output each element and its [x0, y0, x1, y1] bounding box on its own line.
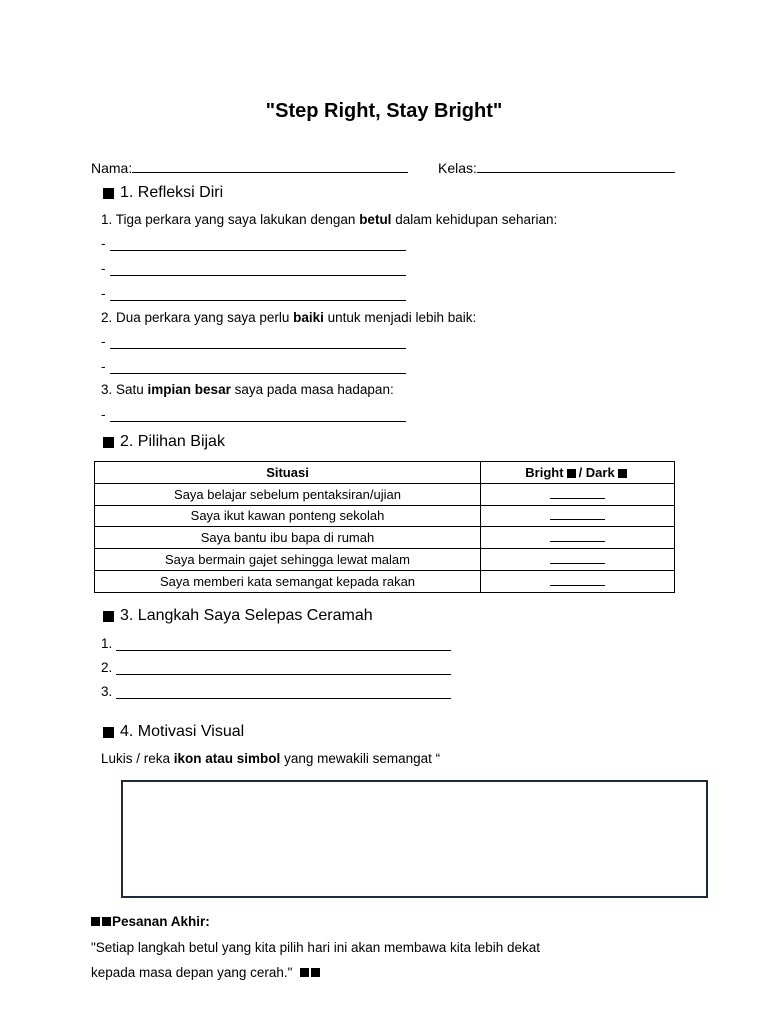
q2-text-bold: baiki	[293, 310, 324, 325]
answer-line[interactable]	[550, 508, 605, 520]
q1-text-pre: 1. Tiga perkara yang saya lakukan dengan	[101, 212, 360, 227]
situasi-cell: Saya bantu ibu bapa di rumah	[95, 527, 481, 549]
closing-quote-text: kepada masa depan yang cerah."	[91, 965, 293, 980]
answer-line[interactable]	[550, 552, 605, 564]
section3-title: 3. Langkah Saya Selepas Ceramah	[120, 607, 373, 624]
closing-label	[91, 914, 210, 929]
page-title: "Step Right, Stay Bright"	[265, 100, 503, 122]
q3-text-post: saya pada masa hadapan:	[230, 382, 394, 397]
table-row	[95, 527, 675, 549]
bright-label: Bright	[525, 464, 564, 480]
situasi-cell: Saya memberi kata semangat kepada rakan	[95, 570, 481, 592]
answer-line[interactable]	[116, 685, 451, 699]
answer-cell[interactable]	[481, 483, 675, 505]
answer-cell[interactable]	[481, 549, 675, 571]
section4-heading	[103, 723, 244, 741]
answer-line[interactable]	[550, 487, 605, 499]
square-icon	[618, 469, 627, 478]
section1-title: 1. Refleksi Diri	[120, 184, 224, 201]
instr-post: yang mewakili semangat “	[280, 751, 441, 766]
answer-line[interactable]	[550, 574, 605, 586]
nama-label: Nama:	[91, 160, 133, 176]
kelas-field[interactable]	[438, 160, 675, 176]
answer-line[interactable]	[110, 360, 406, 374]
nama-blank[interactable]	[132, 160, 408, 173]
dash: -	[101, 334, 106, 349]
answer-line[interactable]	[116, 637, 451, 651]
q2-text-pre: 2. Dua perkara yang saya perlu	[101, 310, 294, 325]
section1-q1	[101, 212, 557, 227]
dash: -	[101, 407, 106, 422]
square-bullet-icon	[103, 188, 114, 199]
q1-answer-1[interactable]	[101, 236, 406, 251]
dash: -	[101, 286, 106, 301]
answer-cell[interactable]	[481, 527, 675, 549]
square-icon	[91, 917, 100, 926]
situasi-cell: Saya bermain gajet sehingga lewat malam	[95, 549, 481, 571]
section4-title: 4. Motivasi Visual	[120, 723, 245, 740]
q2-answer-2[interactable]	[101, 359, 406, 374]
choices-table	[94, 461, 675, 593]
section1-q2	[101, 310, 476, 325]
section2-heading	[103, 433, 225, 451]
square-bullet-icon	[103, 611, 114, 622]
step-number: 2.	[101, 660, 113, 675]
square-icon	[311, 968, 320, 977]
table-row	[95, 505, 675, 527]
answer-line[interactable]	[110, 408, 406, 422]
col-bright-dark	[481, 462, 675, 484]
q1-text-bold: betul	[359, 212, 392, 227]
situasi-cell: Saya belajar sebelum pentaksiran/ujian	[95, 483, 481, 505]
section3-heading	[103, 607, 373, 625]
nama-field[interactable]	[91, 160, 408, 176]
q3-text-bold: impian besar	[147, 382, 231, 397]
table-row	[95, 549, 675, 571]
step-1[interactable]	[101, 636, 451, 651]
section2-title: 2. Pilihan Bijak	[120, 433, 225, 450]
q2-answer-1[interactable]	[101, 334, 406, 349]
q3-answer-1[interactable]	[101, 407, 406, 422]
col-situasi: Situasi	[95, 462, 481, 484]
answer-line[interactable]	[110, 237, 406, 251]
answer-cell[interactable]	[481, 505, 675, 527]
square-icon	[102, 917, 111, 926]
table-row	[95, 570, 675, 592]
dash: -	[101, 236, 106, 251]
section1-q3	[101, 382, 394, 397]
table-header-row	[95, 462, 675, 484]
section4-instruction	[101, 751, 440, 766]
instr-bold: ikon atau simbol	[173, 751, 281, 766]
answer-line[interactable]	[110, 262, 406, 276]
q2-text-post: untuk menjadi lebih baik:	[323, 310, 477, 325]
q3-text-pre: 3. Satu	[101, 382, 148, 397]
situasi-cell: Saya ikut kawan ponteng sekolah	[95, 505, 481, 527]
kelas-label: Kelas:	[438, 160, 477, 176]
square-icon	[567, 469, 576, 478]
answer-line[interactable]	[110, 287, 406, 301]
step-number: 3.	[101, 684, 113, 699]
answer-line[interactable]	[110, 335, 406, 349]
drawing-box[interactable]	[121, 780, 708, 898]
q1-text-post: dalam kehidupan seharian:	[391, 212, 558, 227]
square-icon	[300, 968, 309, 977]
step-2[interactable]	[101, 660, 451, 675]
closing-quote-line2	[91, 965, 322, 980]
step-3[interactable]	[101, 684, 451, 699]
dark-label: / Dark	[578, 464, 615, 480]
dash: -	[101, 261, 106, 276]
instr-pre: Lukis / reka	[101, 751, 174, 766]
square-bullet-icon	[103, 727, 114, 738]
q1-answer-2[interactable]	[101, 261, 406, 276]
step-number: 1.	[101, 636, 113, 651]
q1-answer-3[interactable]	[101, 286, 406, 301]
closing-label-text: Pesanan Akhir:	[112, 914, 210, 929]
section1-heading	[103, 184, 223, 202]
answer-line[interactable]	[550, 530, 605, 542]
dash: -	[101, 359, 106, 374]
answer-cell[interactable]	[481, 570, 675, 592]
table-row	[95, 483, 675, 505]
closing-quote-line1: "Setiap langkah betul yang kita pilih hari ini akan membawa kita lebih dekat	[91, 940, 541, 955]
kelas-blank[interactable]	[477, 160, 675, 173]
square-bullet-icon	[103, 437, 114, 448]
answer-line[interactable]	[116, 661, 451, 675]
